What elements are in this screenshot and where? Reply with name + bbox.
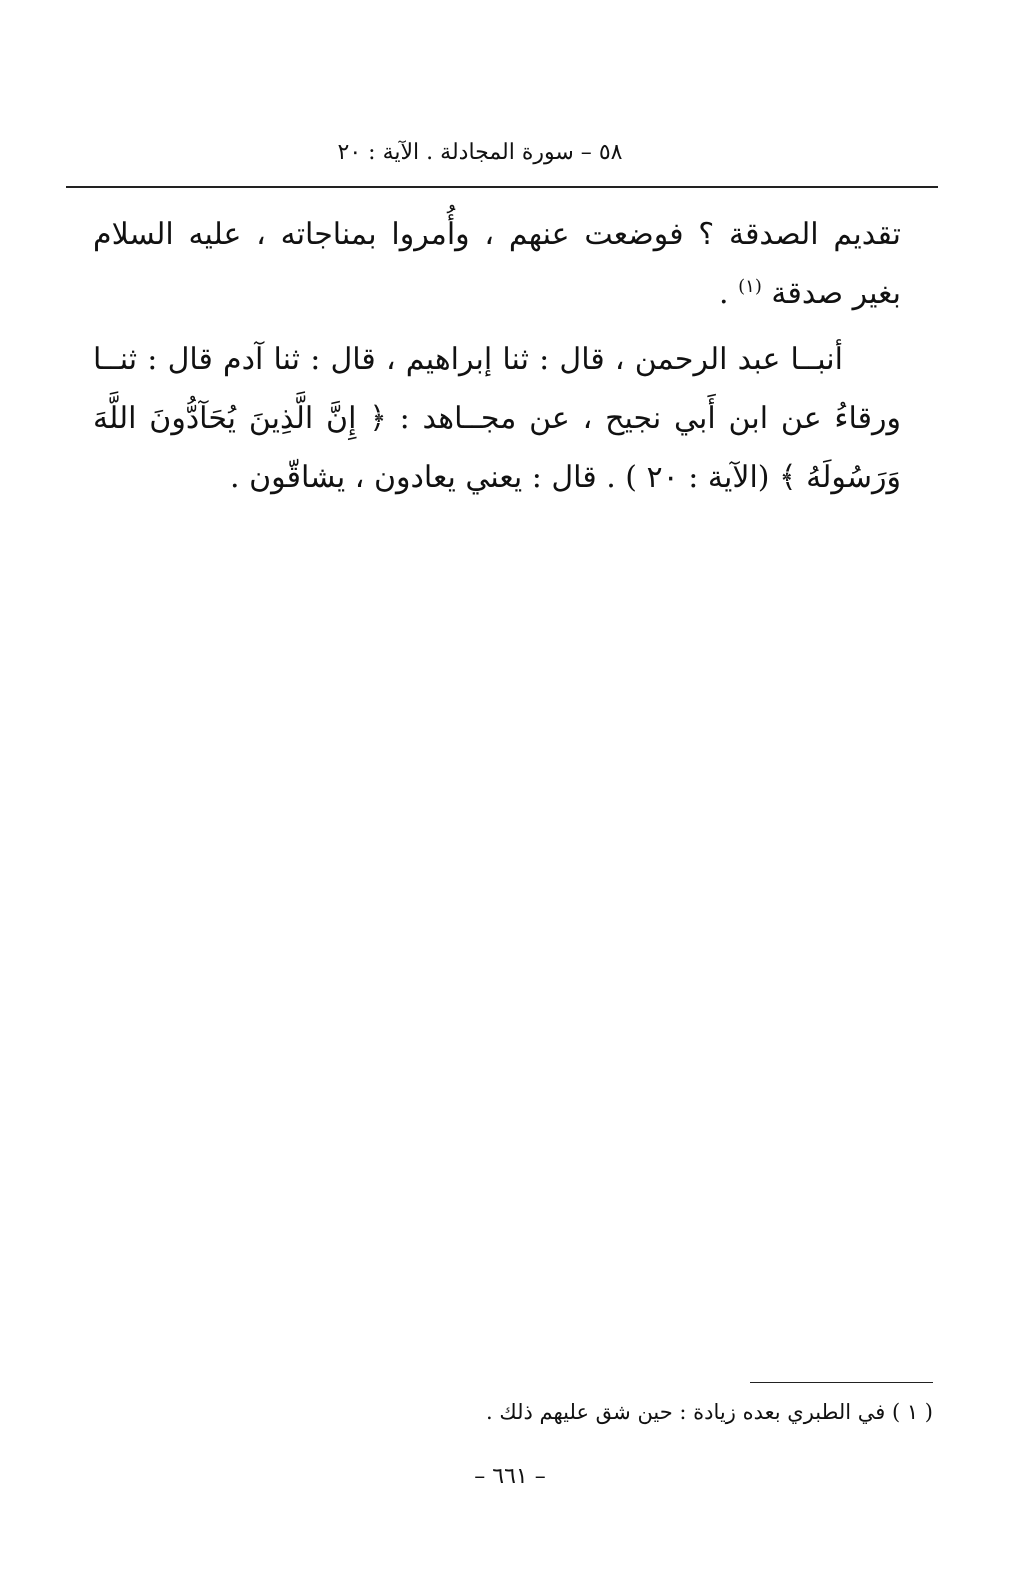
paragraph-1-text: تقديم الصدقة ؟ فوضعت عنهم ، وأُمروا بمناجاته ، عليه السلام بغير صدقة <box>93 217 901 311</box>
paragraph-1-tail: . <box>719 276 739 311</box>
footnote: ( ١ ) في الطبري بعده زيادة : حين شق عليهم ذلك . <box>486 1400 933 1424</box>
running-head: ٥٨ – سورة المجادلة . الآية : ٢٠ <box>337 140 623 165</box>
footnote-reference[interactable]: (١) <box>738 276 762 297</box>
paragraph-1 <box>93 205 901 323</box>
page-number: – ٦٦١ – <box>474 1464 546 1489</box>
paragraph-2 <box>93 330 901 507</box>
paragraph-2-text: أنبــا عبد الرحمن ، قال : ثنا إبراهيم ، قال : ثنا آدم قال : ثنــا ورقاءُ عن ابن أَبي نجيح ، عن مجــاهد : ﴿ إِنَّ الَّذِينَ يُحَآدُّونَ اللَّهَ وَرَسُولَهُ ﴾ (الآية : ٢٠ ) . قال : يعني يعادون ، يشاقّون . <box>93 342 901 495</box>
header-rule <box>66 186 938 188</box>
footnote-rule <box>750 1382 933 1383</box>
